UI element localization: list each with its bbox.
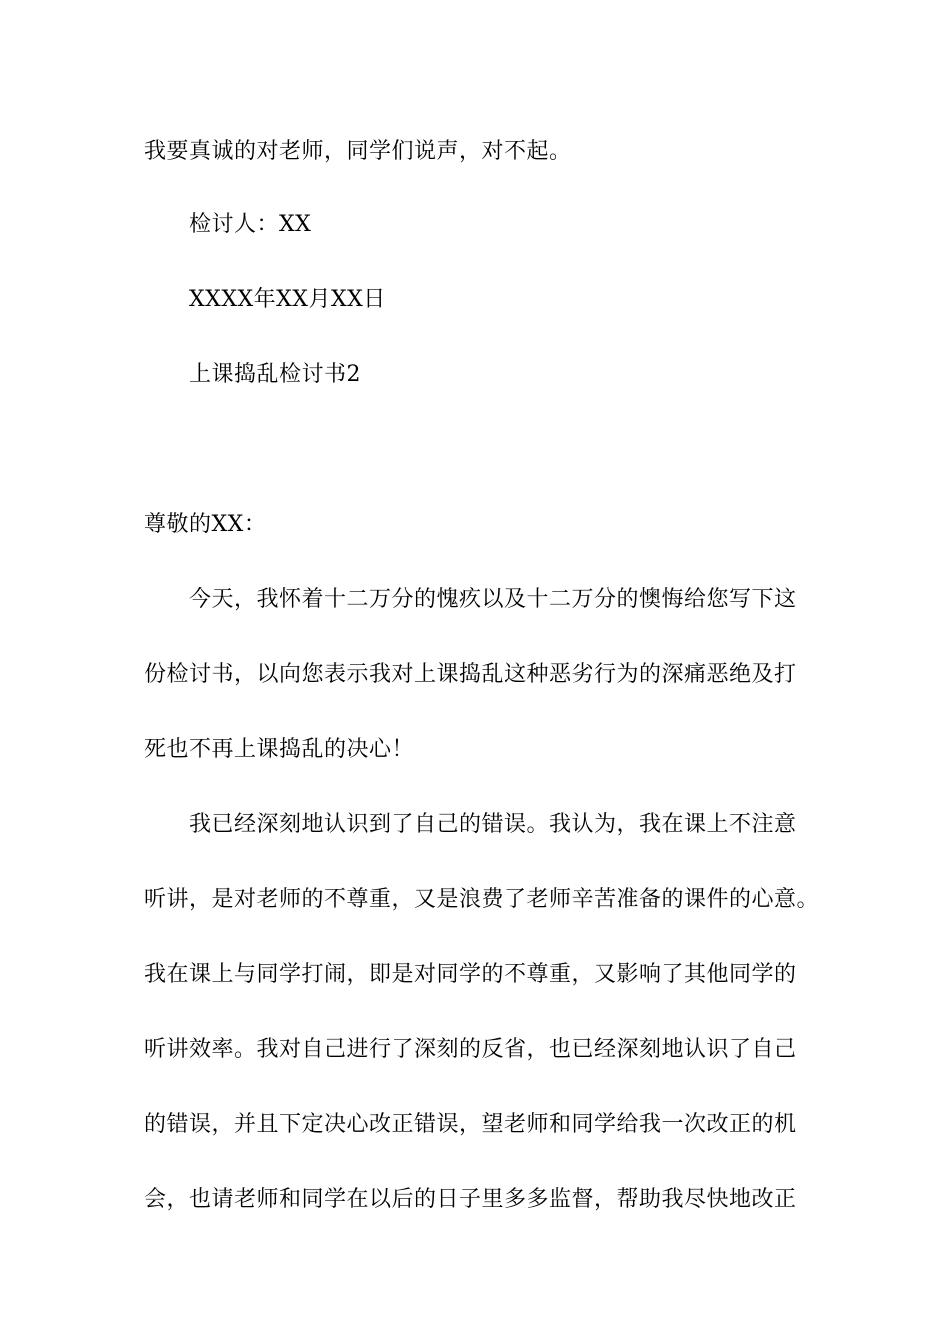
date-line: XXXX年XX月XX日	[189, 287, 386, 312]
paragraph-line: 今天，我怀着十二万分的愧疚以及十二万分的懊悔给您写下这	[189, 587, 797, 612]
paragraph-line: 听讲，是对老师的不尊重，又是浪费了老师辛苦准备的课件的心意。	[144, 887, 820, 912]
paragraph-line: 死也不再上课捣乱的决心！	[144, 737, 415, 762]
paragraph-line: 的错误，并且下定决心改正错误，望老师和同学给我一次改正的机	[144, 1112, 797, 1137]
paragraph-line: 我已经深刻地认识到了自己的错误。我认为，我在课上不注意	[189, 812, 797, 837]
paragraph-line: 我在课上与同学打闹，即是对同学的不尊重，又影响了其他同学的	[144, 962, 797, 987]
section-title: 上课捣乱检讨书2	[189, 362, 361, 387]
paragraph-line: 我要真诚的对老师，同学们说声，对不起。	[144, 139, 572, 164]
salutation: 尊敬的XX：	[144, 512, 267, 537]
paragraph-line: 会，也请老师和同学在以后的日子里多多监督，帮助我尽快地改正	[144, 1187, 797, 1212]
paragraph-line: 听讲效率。我对自己进行了深刻的反省，也已经深刻地认识了自己	[144, 1037, 797, 1062]
signature-line: 检讨人：XX	[189, 212, 312, 237]
paragraph-line: 份检讨书，以向您表示我对上课捣乱这种恶劣行为的深痛恶绝及打	[144, 662, 797, 687]
